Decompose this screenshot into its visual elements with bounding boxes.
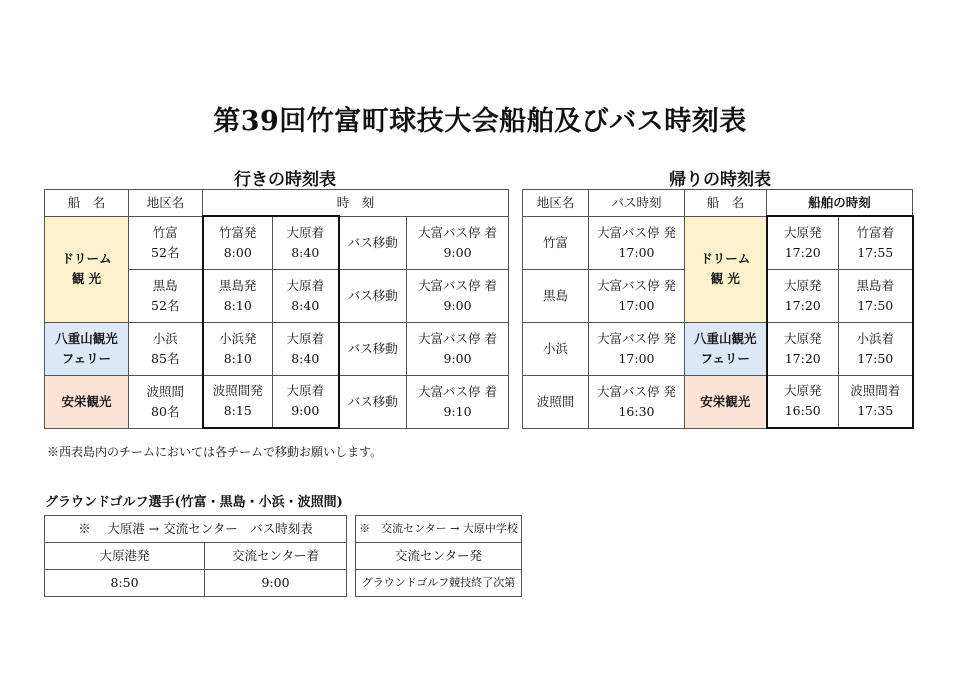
- district-cell: 黒島: [523, 269, 589, 322]
- depart-cell: 竹富発 8:00: [203, 216, 273, 269]
- boat-yaeyama-ferry: 八重山観光 フェリー: [45, 322, 129, 375]
- header-boat-time: 船舶の時刻: [767, 190, 913, 217]
- arrive-cell: 竹富着 17:55: [839, 216, 913, 269]
- bus-depart-cell: 大富バス停 発 17:00: [589, 269, 685, 322]
- header-district: 地区名: [129, 190, 203, 217]
- golf-bus-col2: 交流センター着: [205, 543, 347, 570]
- district-cell: 黒島 52名: [129, 269, 203, 322]
- bus-arrive-cell: 大富バス停 着 9:00: [407, 269, 509, 322]
- district-cell: 波照間 80名: [129, 375, 203, 428]
- arrive-cell: 大原着 8:40: [273, 269, 339, 322]
- outbound-table: [44, 189, 509, 429]
- bus-arrive-cell: 大富バス停 着 9:00: [407, 322, 509, 375]
- header-boat: 船 名: [685, 190, 767, 217]
- golf-bus-val1: 8:50: [45, 570, 205, 597]
- arrive-cell: 黒島着 17:50: [839, 269, 913, 322]
- district-cell: 竹富: [523, 216, 589, 269]
- boat-yaeyama-ferry: 八重山観光 フェリー: [685, 322, 767, 375]
- bus-depart-cell: 大富バス停 発 17:00: [589, 322, 685, 375]
- header-boat: 船 名: [45, 190, 129, 217]
- arrive-cell: 小浜着 17:50: [839, 322, 913, 375]
- bus-move-cell: バス移動: [339, 375, 407, 428]
- arrive-cell: 波照間着 17:35: [839, 375, 913, 428]
- district-cell: 小浜: [523, 322, 589, 375]
- bus-move-cell: バス移動: [339, 216, 407, 269]
- bus-move-cell: バス移動: [339, 322, 407, 375]
- golf-return-caption: ※ 交流センター → 大原中学校: [356, 516, 522, 543]
- golf-title: グラウンドゴルフ選手(竹富・黒島・小浜・波照間): [45, 495, 343, 510]
- bus-arrive-cell: 大富バス停 着 9:10: [407, 375, 509, 428]
- arrive-cell: 大原着 8:40: [273, 322, 339, 375]
- outbound-heading: 行きの時刻表: [234, 170, 336, 190]
- golf-return-header: 交流センター発: [356, 543, 522, 570]
- golf-return-table: [355, 515, 522, 597]
- header-district: 地区名: [523, 190, 589, 217]
- depart-cell: 波照間発 8:15: [203, 375, 273, 428]
- depart-cell: 大原発 16:50: [767, 375, 839, 428]
- district-cell: 竹富 52名: [129, 216, 203, 269]
- depart-cell: 小浜発 8:10: [203, 322, 273, 375]
- depart-cell: 大原発 17:20: [767, 216, 839, 269]
- arrive-cell: 大原着 9:00: [273, 375, 339, 428]
- return-heading: 帰りの時刻表: [669, 170, 771, 190]
- depart-cell: 大原発 17:20: [767, 269, 839, 322]
- return-table: [522, 189, 914, 429]
- depart-cell: 大原発 17:20: [767, 322, 839, 375]
- depart-cell: 黒島発 8:10: [203, 269, 273, 322]
- bus-arrive-cell: 大富バス停 着 9:00: [407, 216, 509, 269]
- page-title: 第39回竹富町球技大会船舶及びバス時刻表: [213, 106, 747, 137]
- bus-move-cell: バス移動: [339, 269, 407, 322]
- district-cell: 波照間: [523, 375, 589, 428]
- boat-dream-kanko: ドリーム 観 光: [685, 216, 767, 322]
- header-bus-time: バス時刻: [589, 190, 685, 217]
- golf-bus-val2: 9:00: [205, 570, 347, 597]
- golf-bus-caption: ※ 大原港 → 交流センター バス時刻表: [45, 516, 347, 543]
- bus-depart-cell: 大富バス停 発 17:00: [589, 216, 685, 269]
- arrive-cell: 大原着 8:40: [273, 216, 339, 269]
- note-iriomote: ※西表島内のチームにおいては各チームで移動お願いします。: [47, 445, 383, 459]
- golf-bus-col1: 大原港発: [45, 543, 205, 570]
- boat-anei-kanko: 安栄観光: [45, 375, 129, 428]
- golf-bus-table: [44, 515, 347, 597]
- boat-dream-kanko: ドリーム 観 光: [45, 216, 129, 322]
- boat-anei-kanko: 安栄観光: [685, 375, 767, 428]
- bus-depart-cell: 大富バス停 発 16:30: [589, 375, 685, 428]
- golf-return-value: グラウンドゴルフ競技終了次第: [356, 570, 522, 597]
- header-time: 時 刻: [203, 190, 509, 217]
- district-cell: 小浜 85名: [129, 322, 203, 375]
